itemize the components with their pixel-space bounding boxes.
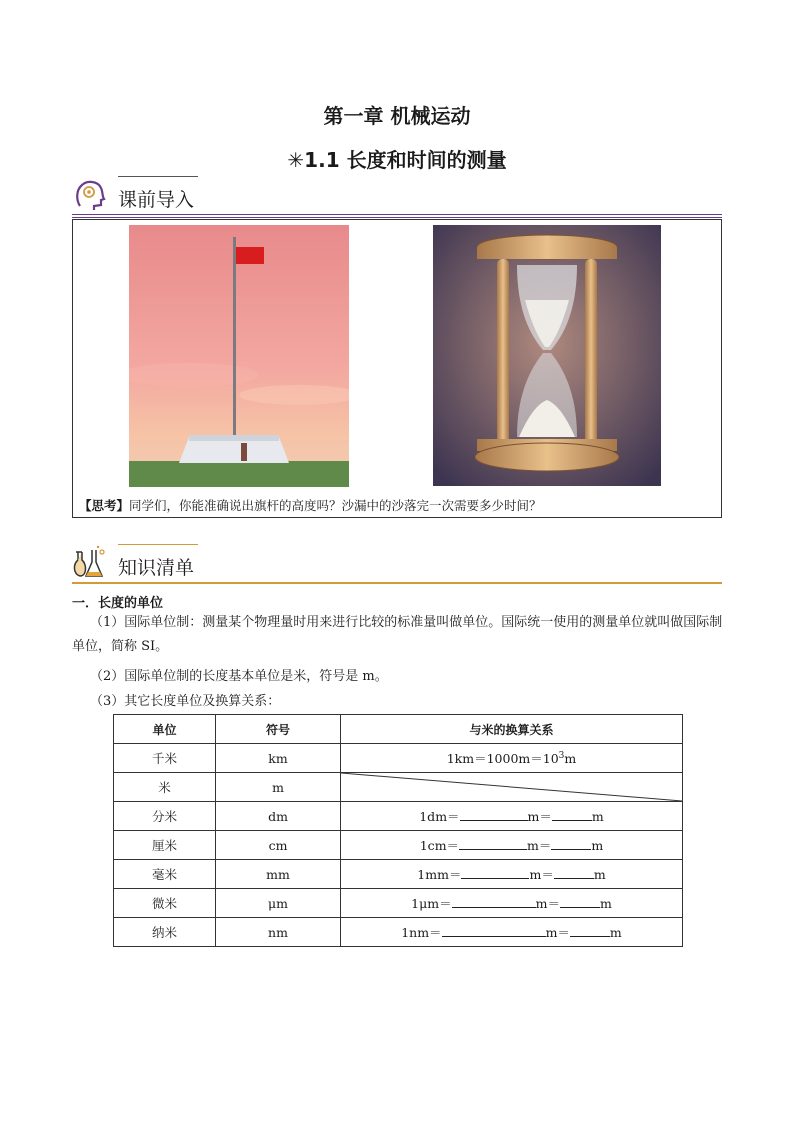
conversion-mid: m＝ (545, 925, 570, 940)
conversion-mid: m＝ (535, 896, 560, 911)
symbol-cell: mm (216, 860, 341, 889)
conversion-unit: m (564, 751, 577, 766)
header-symbol: 符号 (216, 715, 341, 744)
subsection-heading: 一．长度的单位 (72, 596, 164, 611)
unit-cell: 纳米 (114, 918, 216, 947)
table-row (114, 802, 683, 831)
unit-cell: 米 (114, 773, 216, 802)
conversion-cell (341, 802, 683, 831)
header-conversion: 与米的换算关系 (341, 715, 683, 744)
hourglass-image (433, 225, 661, 486)
symbol-cell: dm (216, 802, 341, 831)
diagonal-line (341, 773, 682, 801)
answer-blank[interactable] (461, 866, 529, 879)
symbol-cell: km (216, 744, 341, 773)
conversion-cell-empty (341, 773, 683, 802)
intro-heading: 课前导入 (118, 189, 195, 211)
unit-cell: 微米 (114, 889, 216, 918)
thinking-head-icon (72, 176, 108, 212)
table-row (114, 860, 683, 889)
unit-cell: 千米 (114, 744, 216, 773)
answer-blank[interactable] (551, 837, 591, 850)
conversion-cell (341, 918, 683, 947)
conversion-end: m (599, 896, 612, 911)
table-row (114, 918, 683, 947)
section-title: ✳1.1 长度和时间的测量 (287, 148, 507, 172)
answer-blank[interactable] (460, 808, 528, 821)
intro-divider (72, 214, 722, 218)
table-row (114, 831, 683, 860)
unit-cell: 厘米 (114, 831, 216, 860)
conversion-end: m (591, 838, 604, 853)
paragraph-si-definition: （1）国际单位制：测量某个物理量时用来进行比较的标准量叫做单位。国际统一使用的测量单位就叫做国际制单位，简称 SI。 (72, 615, 723, 654)
symbol-cell: cm (216, 831, 341, 860)
conversion-cell (341, 831, 683, 860)
conversion-prefix: 1nm＝ (401, 925, 442, 940)
header-unit: 单位 (114, 715, 216, 744)
answer-blank[interactable] (452, 895, 536, 908)
knowledge-section-header (72, 544, 722, 584)
intro-box (72, 219, 722, 518)
knowledge-heading: 知识清单 (118, 557, 195, 579)
table-row (114, 773, 683, 802)
conversion-cell (341, 860, 683, 889)
answer-blank[interactable] (442, 924, 546, 937)
conversion-prefix: 1dm＝ (419, 809, 460, 824)
answer-blank[interactable] (554, 866, 594, 879)
unit-cell: 分米 (114, 802, 216, 831)
knowledge-divider (72, 582, 722, 584)
answer-blank[interactable] (570, 924, 610, 937)
conversion-end: m (591, 809, 604, 824)
conversion-exponent: 3 (558, 750, 565, 761)
think-text: 同学们，你能准确说出旗杆的高度吗？沙漏中的沙落完一次需要多少时间？ (129, 498, 542, 513)
conversion-cell (341, 744, 683, 773)
intro-section-header (72, 176, 722, 216)
think-tag: 【思考】 (79, 498, 130, 513)
conversion-mid: m＝ (529, 867, 554, 882)
paragraph-other-units: （3）其它长度单位及换算关系： (90, 694, 281, 709)
table-header-row (114, 715, 683, 744)
conversion-text: 1km＝1000m＝10 (446, 751, 559, 766)
unit-conversion-table (113, 714, 683, 947)
chapter-title: 第一章 机械运动 (323, 104, 471, 128)
table-row (114, 889, 683, 918)
symbol-cell: nm (216, 918, 341, 947)
think-prompt (79, 496, 542, 514)
conversion-prefix: 1cm＝ (419, 838, 460, 853)
unit-cell: 毫米 (114, 860, 216, 889)
answer-blank[interactable] (560, 895, 600, 908)
conversion-end: m (593, 867, 606, 882)
conversion-mid: m＝ (527, 838, 552, 853)
conversion-prefix: 1μm＝ (411, 896, 452, 911)
table-row (114, 744, 683, 773)
conversion-mid: m＝ (527, 809, 552, 824)
conversion-cell (341, 889, 683, 918)
symbol-cell: μm (216, 889, 341, 918)
conversion-prefix: 1mm＝ (417, 867, 462, 882)
answer-blank[interactable] (459, 837, 527, 850)
flagpole-image (129, 225, 349, 487)
paragraph-base-unit: （2）国际单位制的长度基本单位是米，符号是 m。 (90, 669, 388, 684)
answer-blank[interactable] (552, 808, 592, 821)
symbol-cell: m (216, 773, 341, 802)
conversion-end: m (609, 925, 622, 940)
lab-flask-icon (72, 544, 108, 580)
